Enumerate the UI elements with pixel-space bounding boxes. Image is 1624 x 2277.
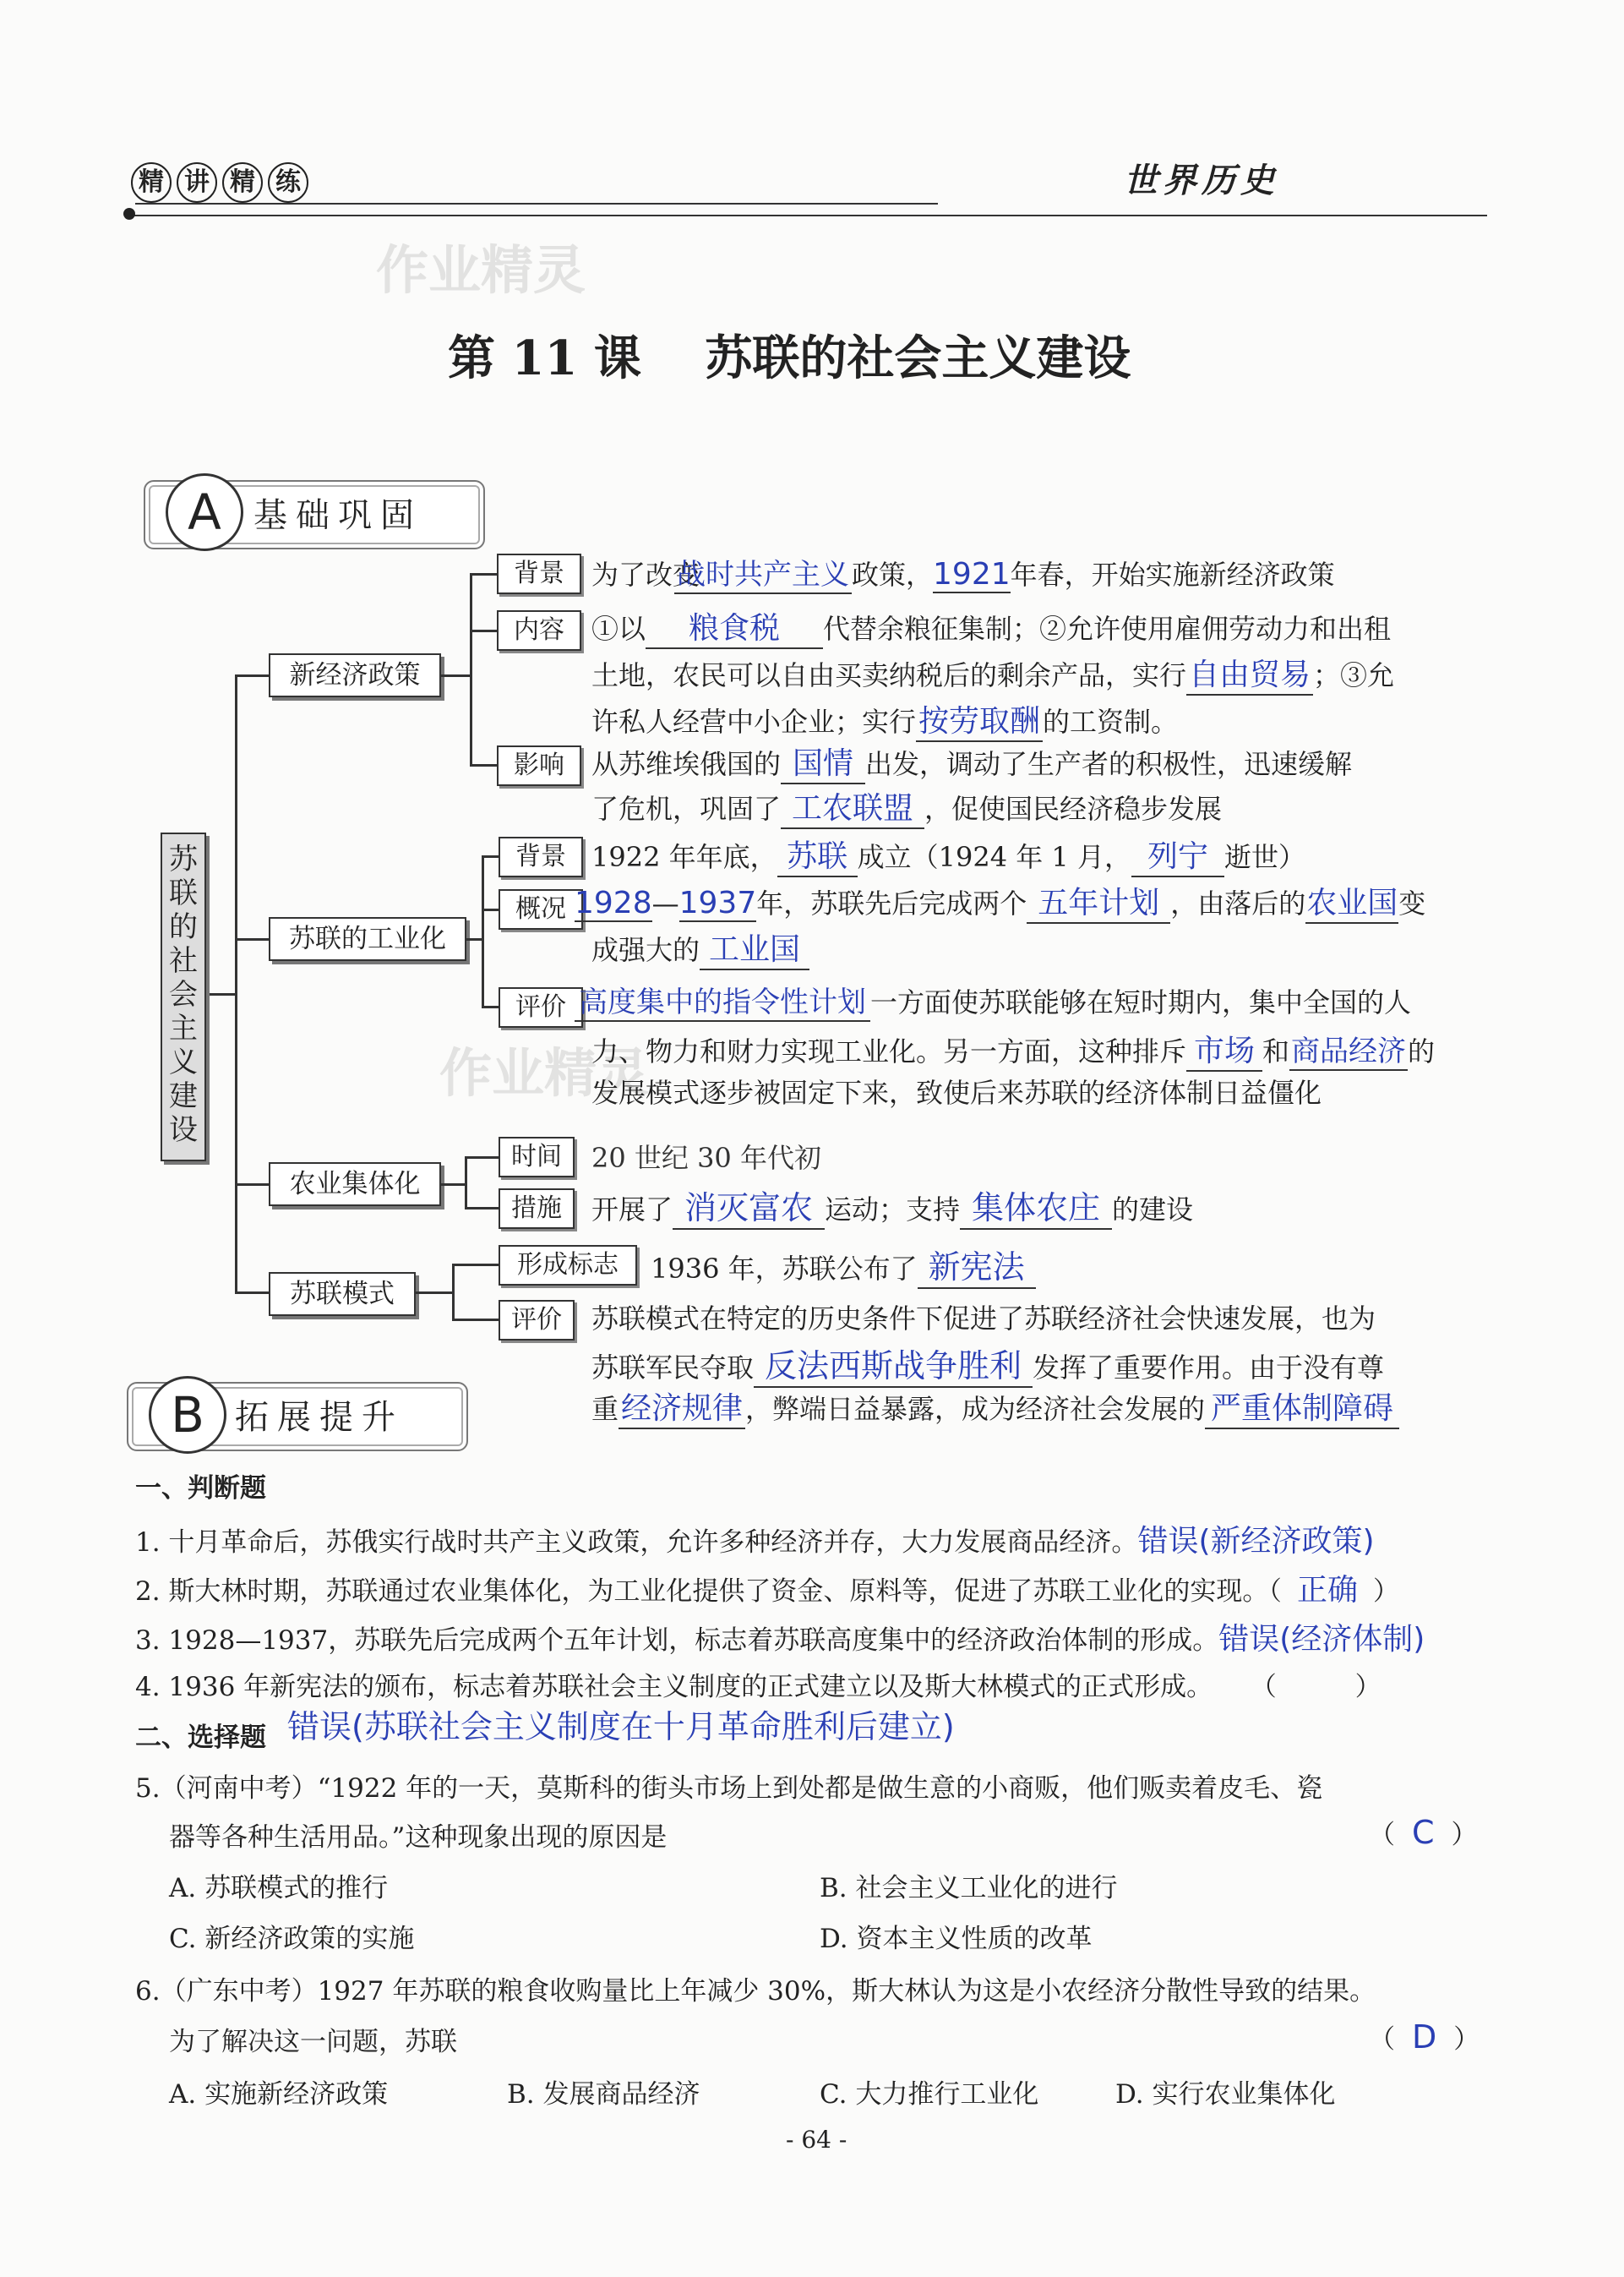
- connector: [235, 674, 270, 677]
- mindmap-root: [161, 833, 206, 1161]
- judge-heading: 一、判断题: [135, 1473, 266, 1504]
- answer: 工农联盟: [781, 784, 924, 829]
- answer: 商品经济: [1289, 1028, 1408, 1071]
- text: 的: [1408, 1035, 1436, 1068]
- text: 1936 年，苏联公布了: [651, 1253, 918, 1285]
- b4-eval-line-3: [591, 1384, 1399, 1429]
- q5-option-b: B. 社会主义工业化的进行: [820, 1873, 1118, 1903]
- connector: [439, 674, 470, 677]
- judge-item-4: [135, 1665, 1381, 1703]
- text: 开展了: [591, 1193, 673, 1226]
- connector: [482, 855, 484, 1007]
- branch-soviet-model: 苏联模式: [269, 1272, 416, 1316]
- connector: [235, 674, 237, 1291]
- answer: 列宁: [1131, 833, 1224, 877]
- bracket-close: ）: [1453, 2024, 1480, 2055]
- question-text: 2. 斯大林时期，苏联通过农业集体化，为工业化提供了资金、原料等，促进了苏联工业化的实现。（: [135, 1576, 1282, 1607]
- connector: [235, 1291, 270, 1294]
- section-a-title: 基础巩固: [253, 496, 422, 535]
- tag-background: 背景: [497, 554, 581, 594]
- tag-content: 内容: [497, 610, 581, 651]
- tag-evaluation: 评价: [499, 1300, 575, 1341]
- q6-line-2: 为了解决这一问题，苏联: [169, 2027, 457, 2057]
- text: 土地，农民可以自由买卖纳税后的剩余产品，实行: [591, 659, 1187, 691]
- text: 的建设: [1112, 1193, 1194, 1226]
- text: 年春，开始实施新经济政策: [1010, 559, 1335, 591]
- answer: 1928: [575, 886, 652, 920]
- b2-eval-line-2: [591, 1027, 1435, 1072]
- page-number: - 64 -: [786, 2126, 847, 2154]
- text: 重: [591, 1393, 619, 1425]
- answer: 新宪法: [918, 1241, 1036, 1289]
- text: 成立（1924 年 1 月，: [857, 841, 1131, 873]
- b3-time-line: 20 世纪 30 年代初: [591, 1142, 821, 1174]
- section-a-letter: A: [166, 473, 243, 551]
- text: 发挥了重要作用。由于没有尊: [1033, 1351, 1385, 1384]
- bracket-close: ）: [1372, 1576, 1399, 1607]
- answer: 按劳取酬: [916, 697, 1043, 742]
- b4-eval-line-1: 苏联模式在特定的历史条件下促进了苏联经济社会快速发展，也为: [591, 1302, 1376, 1335]
- answer: 自由贸易: [1186, 651, 1313, 696]
- answer: 战时共产主义: [674, 551, 852, 594]
- text: ；③允: [1313, 659, 1395, 691]
- text: 年，苏联先后完成两个: [756, 887, 1027, 920]
- q6-answer: [1369, 2018, 1480, 2056]
- b2-overview-line-2: [591, 926, 809, 970]
- text: 1922 年年底，: [591, 841, 777, 873]
- connector: [452, 1264, 455, 1321]
- answer: D: [1412, 2018, 1437, 2056]
- q6-option-a: A. 实施新经济政策: [169, 2079, 389, 2110]
- connector: [482, 855, 499, 858]
- text: 运动；支持: [825, 1193, 961, 1226]
- connector: [414, 1291, 452, 1294]
- tag-formation: 形成标志: [499, 1245, 637, 1286]
- q5-line-1: 5.（河南中考）“1922 年的一天，莫斯科的街头市场上到处都是做生意的小商贩，他们贩卖着皮毛、瓷: [135, 1773, 1323, 1804]
- q5-option-d: D. 资本主义性质的改革: [820, 1924, 1093, 1954]
- answer: 国情: [781, 740, 865, 784]
- tag-effect: 影响: [497, 745, 581, 786]
- tag-overview: 概况: [499, 889, 583, 930]
- b1-content-line-3: [591, 697, 1178, 742]
- text: 一方面使苏联能够在短时期内，集中全国的人: [870, 986, 1412, 1018]
- q5-option-c: C. 新经济政策的实施: [169, 1924, 415, 1954]
- bracket-open: （: [1369, 2024, 1395, 2055]
- series-char: 讲: [177, 162, 217, 203]
- b2-eval-line-3: [591, 1072, 1322, 1111]
- connector: [470, 630, 497, 632]
- text: 成强大的: [591, 934, 700, 966]
- judge-item-1: [135, 1517, 1375, 1560]
- tag-time: 时间: [499, 1137, 575, 1177]
- connector: [465, 938, 482, 941]
- answer: 集体农庄: [960, 1182, 1112, 1230]
- judge-item-3: [135, 1615, 1425, 1658]
- text: 变: [1398, 887, 1426, 920]
- question-text: 3. 1928—1937，苏联先后完成两个五年计划，标志着苏联高度集中的经济政治体制的形成。: [135, 1625, 1219, 1656]
- text: 了危机，巩固了: [591, 793, 782, 825]
- series-char: 精: [222, 162, 263, 203]
- text: 和: [1262, 1035, 1290, 1068]
- text: 政策，: [852, 559, 934, 591]
- branch-industrialization: 苏联的工业化: [269, 917, 466, 961]
- text: ，由落后的: [1170, 887, 1306, 920]
- answer: 高度集中的指令性计划: [575, 979, 870, 1022]
- connector: [452, 1264, 499, 1266]
- watermark: 作业精灵: [376, 239, 586, 301]
- series-char: 练: [268, 162, 308, 203]
- question-text: 1. 十月革命后，苏俄实行战时共产主义政策，允许多种经济并存，大力发展商品经济。: [135, 1527, 1138, 1558]
- answer: 正确: [1296, 1573, 1358, 1608]
- q5-line-2: 器等各种生活用品。”这种现象出现的原因是: [169, 1822, 668, 1853]
- b1-content-line-2: [591, 651, 1394, 696]
- b4-eval-line-2: [591, 1340, 1384, 1388]
- branch-new-economic-policy: 新经济政策: [269, 653, 441, 697]
- section-b-title: 拓展提升: [235, 1398, 404, 1437]
- text: 代替余粮征集制；②允许使用雇佣劳动力和出租: [823, 613, 1392, 645]
- text: 从苏维埃俄国的: [591, 748, 782, 780]
- connector: [452, 1319, 499, 1321]
- connector: [210, 993, 235, 996]
- b1-effect-line-1: [591, 740, 1352, 784]
- connector: [482, 1006, 499, 1008]
- connector: [465, 1156, 499, 1159]
- text: ①以: [591, 613, 646, 645]
- answer: 粮食税: [646, 604, 823, 649]
- connector: [439, 1183, 465, 1186]
- q5-answer: [1369, 1813, 1478, 1851]
- text: ，促使国民经济稳步发展: [924, 793, 1223, 825]
- answer: 苏联: [777, 833, 858, 877]
- b2-background-line: [591, 833, 1305, 877]
- answer: 市场: [1186, 1027, 1262, 1072]
- text: 逝世）: [1223, 841, 1305, 873]
- b3-measure-line: [591, 1182, 1193, 1230]
- text: 许私人经营中小企业；实行: [591, 706, 917, 738]
- answer: 五年计划: [1027, 879, 1170, 924]
- answer: 消灭富农: [673, 1182, 825, 1230]
- header-rule-upper: [135, 203, 938, 205]
- answer: 农业国: [1305, 879, 1398, 924]
- text: —: [651, 887, 679, 920]
- connector: [235, 938, 270, 941]
- connector: [465, 1156, 467, 1209]
- text: 为了改变: [591, 559, 700, 591]
- q6-option-b: B. 发展商品经济: [507, 2079, 700, 2110]
- text: 力、物力和财力实现工业化。另一方面，这种排斥: [591, 1035, 1187, 1068]
- choice-heading: 二、选择题: [135, 1723, 266, 1753]
- root-label: 苏联的社会主义建设: [169, 843, 198, 1147]
- connector: [470, 764, 497, 767]
- b2-eval-line-1: [575, 979, 1411, 1022]
- q6-option-c: C. 大力推行工业化: [820, 2079, 1039, 2110]
- text: 的工资制。: [1043, 706, 1179, 738]
- header-dot: [123, 208, 135, 220]
- text: 出发，调动了生产者的积极性，迅速缓解: [865, 748, 1353, 780]
- answer-bracket: （ ）: [1263, 1672, 1381, 1702]
- q5-option-a: A. 苏联模式的推行: [169, 1873, 389, 1903]
- judge-item-4-answer: 错误(苏联社会主义制度在十月革命胜利后建立): [287, 1708, 955, 1745]
- text: 苏联军民夺取: [591, 1351, 755, 1384]
- series-logo: [131, 162, 313, 203]
- answer: 错误(新经济政策): [1137, 1524, 1375, 1559]
- answer: 错误(经济体制): [1218, 1622, 1425, 1657]
- b2-overview-line-1: [575, 879, 1425, 924]
- question-text: 4. 1936 年新宪法的颁布，标志着苏联社会主义制度的正式建立以及斯大林模式的正式形成。: [135, 1672, 1213, 1702]
- answer: 1937: [678, 886, 757, 920]
- tag-background: 背景: [499, 837, 583, 877]
- text: ，弊端日益暴露，成为经济社会发展的: [745, 1393, 1206, 1425]
- q6-option-d: D. 实行农业集体化: [1115, 2079, 1336, 2110]
- b4-formation-line: [651, 1241, 1036, 1289]
- answer: 1921: [933, 557, 1011, 592]
- answer: 工业国: [700, 926, 809, 970]
- series-char: 精: [131, 162, 172, 203]
- connector: [470, 573, 472, 766]
- b1-content-line-1: [591, 604, 1391, 649]
- tag-measures: 措施: [499, 1188, 575, 1229]
- page-title: 第 11 课 苏联的社会主义建设: [448, 330, 1131, 386]
- answer: 反法西斯战争胜利: [754, 1340, 1033, 1388]
- answer: C: [1412, 1814, 1435, 1851]
- connector: [465, 1207, 499, 1209]
- connector: [482, 909, 499, 911]
- q6-line-1: 6.（广东中考）1927 年苏联的粮食收购量比上年减少 30%，斯大林认为这是小农经济分散性导致的结果。: [135, 1976, 1376, 2007]
- answer: 严重体制障碍: [1205, 1384, 1399, 1429]
- tag-evaluation: 评价: [499, 987, 583, 1028]
- bracket-close: ）: [1451, 1820, 1478, 1850]
- bracket-open: （: [1369, 1820, 1395, 1850]
- connector: [470, 573, 497, 576]
- connector: [235, 1183, 270, 1186]
- header-rule-lower: [127, 215, 1487, 216]
- b1-effect-line-2: [591, 784, 1222, 829]
- text: 发展模式逐步被固定下来，致使后来苏联的经济体制日益僵化: [591, 1077, 1322, 1109]
- judge-item-2: [135, 1566, 1399, 1609]
- b1-background-line: [591, 551, 1335, 594]
- answer: 经济规律: [619, 1384, 745, 1429]
- subject-label: 世界历史: [1124, 161, 1279, 200]
- section-b-letter: B: [149, 1376, 226, 1454]
- branch-agricultural-collectivization: 农业集体化: [269, 1162, 441, 1206]
- watermark-center: 作业精灵: [439, 1042, 650, 1104]
